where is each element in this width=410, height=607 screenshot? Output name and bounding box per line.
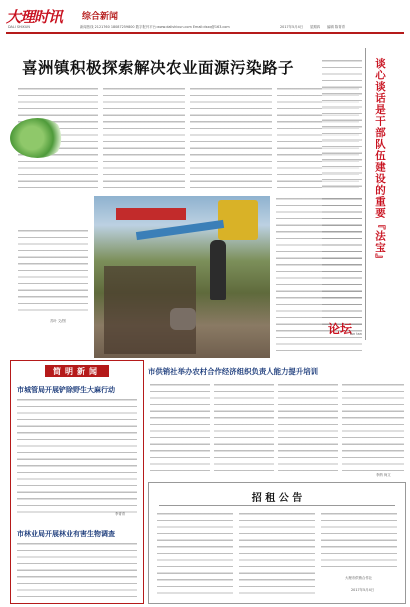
sidebar-body-1 bbox=[322, 58, 362, 188]
banner bbox=[116, 208, 186, 220]
column-divider bbox=[365, 48, 366, 340]
brief-section-label: 简明新闻 bbox=[53, 367, 101, 376]
photo-caption bbox=[18, 228, 88, 316]
worker-1 bbox=[210, 240, 226, 300]
logo-pinyin: DALI SHIXUN bbox=[8, 25, 30, 29]
green-logo-graphic bbox=[10, 118, 65, 158]
main-article-sign: 苏叶 文/图 bbox=[50, 319, 66, 323]
notice-issuer: 大理市供销合作社 bbox=[345, 576, 373, 580]
main-article-body-col2 bbox=[103, 86, 185, 188]
brief-item1-sign: 李青青 bbox=[115, 512, 126, 516]
bottom-headline: 市供销社举办农村合作经济组织负责人能力提升培训 bbox=[148, 367, 318, 376]
brief-news-box bbox=[10, 360, 144, 604]
notice-date: 2017年5月4日 bbox=[351, 588, 375, 592]
page-editor: 编辑 陈青青 bbox=[327, 25, 346, 29]
sidebar-body-2 bbox=[322, 196, 362, 326]
contact-line: 新闻热线 2121760 18087259800 数字报刊平台:www.dalishixun.com Email:dsxq@163.com bbox=[80, 25, 230, 29]
notice-body-col1 bbox=[157, 511, 233, 599]
masthead bbox=[0, 0, 410, 50]
masthead-rule bbox=[6, 32, 404, 34]
column-logo-pinyin: lun tan bbox=[350, 332, 362, 336]
excavator-arm bbox=[136, 220, 224, 240]
excavator bbox=[218, 200, 258, 240]
main-headline: 喜洲镇积极探索解决农业面源污染路子 bbox=[22, 59, 295, 77]
notice-rule bbox=[159, 505, 395, 506]
bottom-article-col1 bbox=[150, 382, 210, 474]
bottom-article-col4 bbox=[342, 382, 404, 474]
notice-body-col2 bbox=[239, 511, 315, 599]
bottom-article-col2 bbox=[214, 382, 274, 474]
section-name: 综合新闻 bbox=[82, 12, 119, 22]
column-logo-text: 论坛 bbox=[328, 322, 353, 336]
notice-title: 招 租 公 告 bbox=[251, 493, 303, 504]
brief-item2-title: 市林业局开展林业有害生物调查 bbox=[17, 530, 115, 538]
issue-date: 2017年5月4日 bbox=[280, 25, 304, 29]
brief-item2-body bbox=[17, 541, 137, 601]
rental-notice-box bbox=[148, 482, 406, 604]
notice-body-col3 bbox=[321, 511, 397, 569]
main-photo bbox=[94, 196, 270, 358]
issue-weekday: 星期四 bbox=[310, 25, 321, 29]
sidebar-vertical-title: 谈心谈话是干部队伍建设的重要『法宝』 bbox=[374, 58, 386, 265]
column-logo bbox=[328, 318, 352, 337]
bottom-article-sign: 李纳 尚文 bbox=[376, 473, 391, 477]
newspaper-logo: 大理时讯 bbox=[6, 8, 63, 26]
ditch bbox=[104, 266, 196, 354]
bottom-article-col3 bbox=[278, 382, 338, 474]
brief-item1-title: 市城管局开展铲除野生大麻行动 bbox=[17, 386, 115, 394]
main-article-body-col3 bbox=[190, 86, 272, 188]
brief-item1-body bbox=[17, 397, 137, 513]
